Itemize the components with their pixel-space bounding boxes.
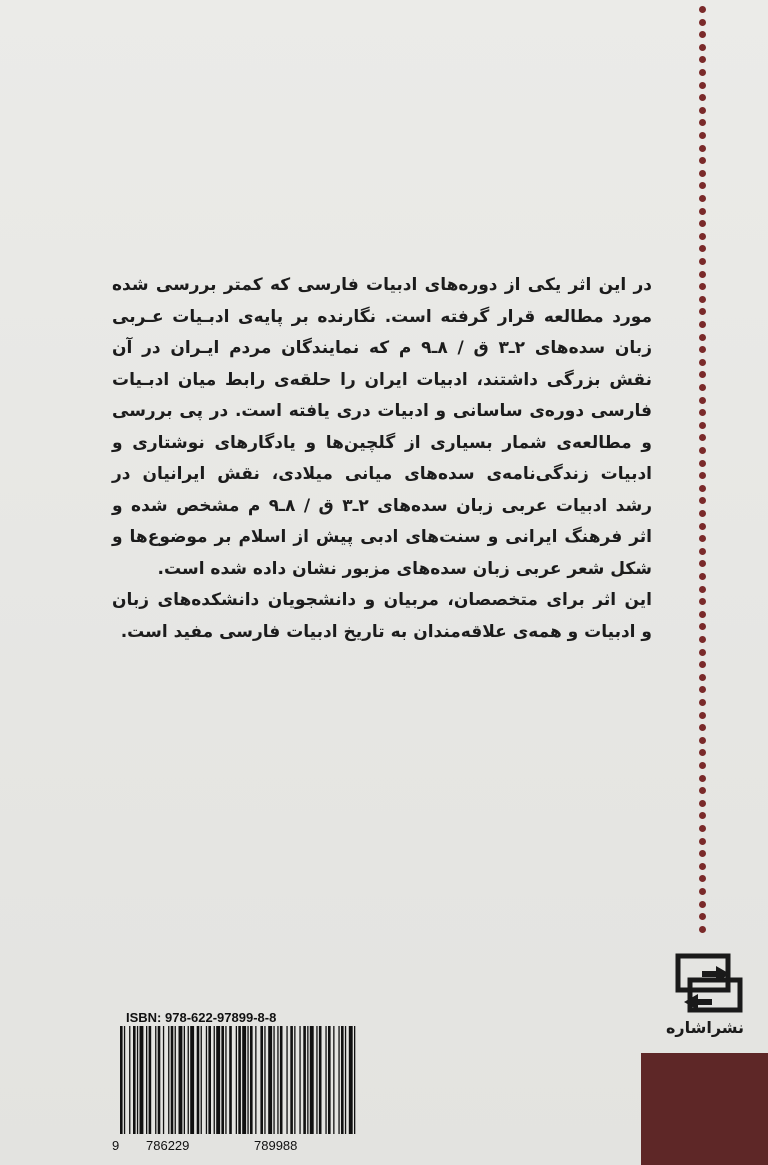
border-dot (699, 258, 706, 265)
barcode-bar (316, 1026, 317, 1134)
border-dot (699, 69, 706, 76)
barcode-bar (349, 1026, 353, 1134)
blurb-line-5: فارسی دوره‌ی ساسانی و ادبیات دری یافته است. در پی بررسی (112, 401, 652, 421)
border-dot (699, 422, 706, 429)
barcode-bar (250, 1026, 253, 1134)
border-dot (699, 359, 706, 366)
border-dot (699, 334, 706, 341)
barcode-bar (310, 1026, 314, 1134)
barcode-bar (286, 1026, 287, 1134)
border-dot (699, 573, 706, 580)
barcode-bar (236, 1026, 237, 1134)
barcode-bar (328, 1026, 331, 1134)
border-dot (699, 321, 706, 328)
border-dot (699, 699, 706, 706)
border-dot (699, 170, 706, 177)
publisher-name: نشراشاره (665, 1018, 745, 1037)
blurb-line-12: و ادبیات و همه‌ی علاقه‌مندان به تاریخ ادبیات فارسی مفید است. (120, 621, 652, 642)
barcode-bar (341, 1026, 344, 1134)
barcode-bar (242, 1026, 246, 1134)
blurb-line-2: مورد مطالعه قرار گرفته است. نگارنده بر پایه‌ی ادبـیات عـربی (112, 306, 652, 327)
border-dot (699, 233, 706, 240)
barcode-bar (260, 1026, 263, 1134)
border-dot (699, 586, 706, 593)
barcode-bar (280, 1026, 283, 1134)
border-dot (699, 913, 706, 920)
border-dot (699, 208, 706, 215)
barcode-bar (190, 1026, 194, 1134)
barcode-bar (149, 1026, 152, 1134)
border-dot (699, 749, 706, 756)
barcode-bar (229, 1026, 232, 1134)
border-dot (699, 145, 706, 152)
barcode-bar (201, 1026, 202, 1134)
border-dot (699, 548, 706, 555)
barcode-bar (225, 1026, 226, 1134)
border-dot (699, 220, 706, 227)
border-dot (699, 82, 706, 89)
barcode-bar (171, 1026, 174, 1134)
barcode-bar (268, 1026, 272, 1134)
border-dot (699, 195, 706, 202)
barcode-bar (184, 1026, 185, 1134)
barcode-bar (140, 1026, 144, 1134)
barcode-bar (238, 1026, 241, 1134)
border-dot (699, 775, 706, 782)
blurb-line-6: و مطالعه‌ی شمار بسیاری از گلچین‌ها و یادگارهای نوشتاری و (112, 432, 652, 453)
border-dot (699, 598, 706, 605)
barcode-bar (247, 1026, 248, 1134)
back-cover-blurb (112, 270, 652, 648)
border-dot (699, 800, 706, 807)
barcode-bar (146, 1026, 147, 1134)
barcode-digits-left: 786229 (146, 1138, 190, 1153)
border-dot (699, 875, 706, 882)
border-dot (699, 901, 706, 908)
barcode-digit-prefix: 9 (112, 1138, 120, 1153)
border-dot (699, 623, 706, 630)
blurb-line-4: نقش بزرگی داشتند، ادبیات ایران را حلقه‌ی رابط میان ادبـیات (112, 369, 652, 390)
barcode-bar (216, 1026, 220, 1134)
border-dot (699, 611, 706, 618)
barcode-digits-right: 789988 (254, 1138, 298, 1153)
barcode-bar (338, 1026, 339, 1134)
isbn-label: ISBN: 978-622-97899-8-8 (126, 1010, 277, 1025)
border-dot (699, 485, 706, 492)
border-dot (699, 346, 706, 353)
barcode-bar (163, 1026, 164, 1134)
blurb-line-11: این اثر برای متخصصان، مربیان و دانشجویان دانشکده‌های زبان (112, 590, 652, 610)
border-dot (699, 535, 706, 542)
barcode-bar (354, 1026, 355, 1134)
border-dot (699, 863, 706, 870)
barcode-bar (214, 1026, 215, 1134)
border-dot (699, 296, 706, 303)
barcode-bar (206, 1026, 207, 1134)
border-dot (699, 371, 706, 378)
barcode-bar (307, 1026, 308, 1134)
barcode-bar (188, 1026, 189, 1134)
barcode-bar (137, 1026, 138, 1134)
border-dot (699, 94, 706, 101)
barcode-bar (299, 1026, 300, 1134)
barcode-bar (319, 1026, 322, 1134)
barcode-bar (290, 1026, 293, 1134)
barcode-bar (303, 1026, 306, 1134)
border-dot (699, 724, 706, 731)
border-dot (699, 6, 706, 13)
border-dot (699, 686, 706, 693)
border-dot (699, 283, 706, 290)
barcode-bar (155, 1026, 156, 1134)
blurb-line-10: شکل شعر عربی زبان سده‌های مزبور نشان داده شده است. (157, 558, 652, 579)
border-dot (699, 182, 706, 189)
barcode-bar (133, 1026, 136, 1134)
border-dot (699, 649, 706, 656)
dotted-border (697, 0, 709, 930)
blurb-line-3: زبان سده‌های ۲ـ۳ ق / ۸ـ۹ م که نمایندگان مردم ایـران در آن (112, 338, 652, 358)
barcode-bar (197, 1026, 200, 1134)
barcode-bar (124, 1026, 125, 1134)
border-dot (699, 838, 706, 845)
barcode-bar (120, 1026, 123, 1134)
border-dot (699, 271, 706, 278)
border-dot (699, 245, 706, 252)
border-dot (699, 560, 706, 567)
border-dot (699, 850, 706, 857)
border-dot (699, 812, 706, 819)
border-dot (699, 397, 706, 404)
border-dot (699, 434, 706, 441)
barcode-bar (264, 1026, 265, 1134)
blurb-line-1: در این اثر یکی از دوره‌های ادبیات فارسی که کمتر بررسی شده (112, 275, 652, 295)
border-dot (699, 674, 706, 681)
border-dot (699, 762, 706, 769)
barcode-bar (345, 1026, 346, 1134)
border-dot (699, 460, 706, 467)
border-dot (699, 825, 706, 832)
border-dot (699, 661, 706, 668)
barcode-bar (294, 1026, 295, 1134)
barcode-bar (221, 1026, 224, 1134)
border-dot (699, 157, 706, 164)
barcode-bar (277, 1026, 278, 1134)
border-dot (699, 308, 706, 315)
border-dot (699, 19, 706, 26)
border-dot (699, 636, 706, 643)
barcode-bar (129, 1026, 130, 1134)
border-dot (699, 409, 706, 416)
border-dot (699, 523, 706, 530)
barcode-bar (273, 1026, 274, 1134)
corner-color-block (641, 1053, 768, 1165)
barcode-bar (179, 1026, 183, 1134)
border-dot (699, 737, 706, 744)
border-dot (699, 132, 706, 139)
border-dot (699, 888, 706, 895)
barcode-bar (168, 1026, 169, 1134)
border-dot (699, 447, 706, 454)
barcode-bar (255, 1026, 256, 1134)
border-dot (699, 384, 706, 391)
border-dot (699, 926, 706, 933)
border-dot (699, 56, 706, 63)
barcode-bar (333, 1026, 334, 1134)
barcode-bar (158, 1026, 161, 1134)
border-dot (699, 472, 706, 479)
barcode-bar (175, 1026, 176, 1134)
border-dot (699, 44, 706, 51)
border-dot (699, 510, 706, 517)
barcode-bar (325, 1026, 326, 1134)
barcode-bar (208, 1026, 211, 1134)
border-dot (699, 31, 706, 38)
border-dot (699, 119, 706, 126)
border-dot (699, 497, 706, 504)
blurb-line-7: ادبیات زندگی‌نامه‌ی سده‌های میانی میلادی، نقش ایرانیان در (112, 464, 652, 484)
blurb-line-9: اثر فرهنگ ایرانی و سنت‌های ادبی پیش از اسلام بر موضوع‌ها و (112, 527, 652, 547)
border-dot (699, 712, 706, 719)
border-dot (699, 107, 706, 114)
barcode (112, 1026, 362, 1136)
border-dot (699, 787, 706, 794)
blurb-line-8: رشد ادبیات عربی زبان سده‌های ۲ـ۳ ق / ۸ـ۹ م مشخص شده و (112, 495, 653, 516)
